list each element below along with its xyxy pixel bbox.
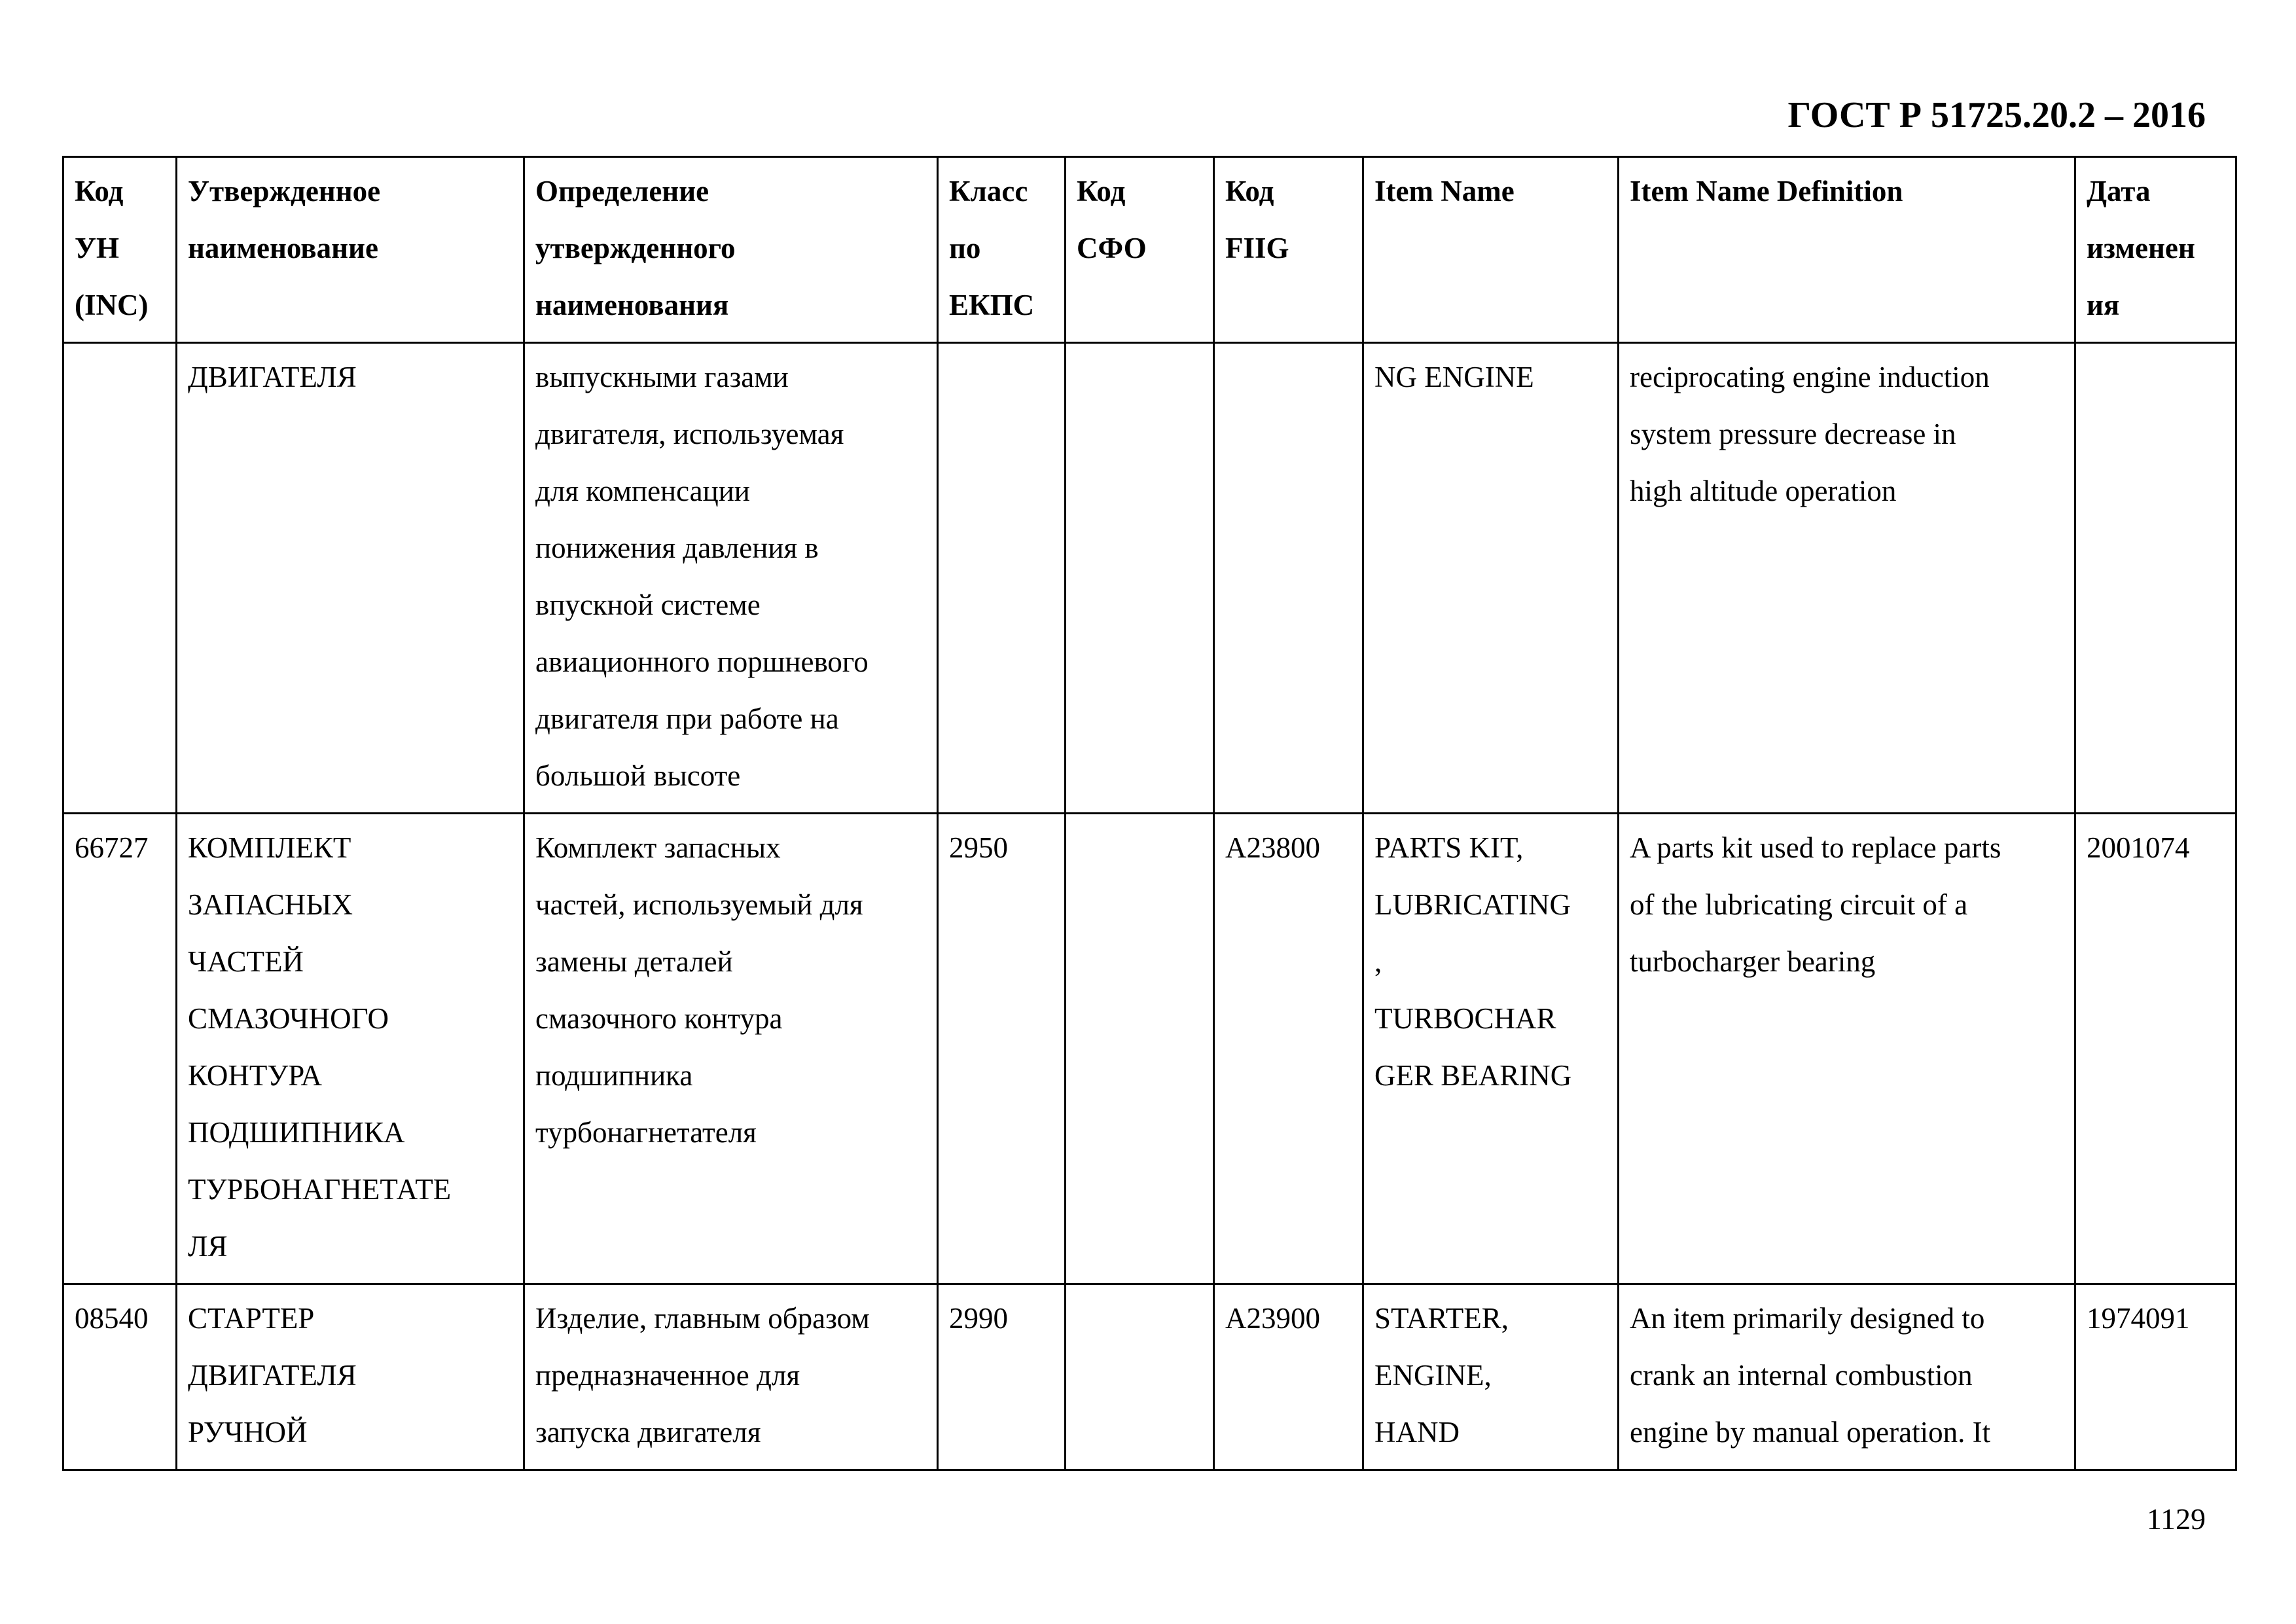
cell-inc	[63, 343, 177, 814]
cell-sfo-code	[1066, 814, 1214, 1284]
cell-item-name: STARTER, ENGINE, HAND	[1363, 1284, 1619, 1470]
cell-approved-name: ДВИГАТЕЛЯ	[177, 343, 524, 814]
cell-ekps-class	[938, 343, 1066, 814]
cell-change-date: 2001074	[2075, 814, 2236, 1284]
column-header-inc: Код УН (INC)	[63, 157, 177, 343]
catalog-table	[62, 156, 2237, 1471]
cell-sfo-code	[1066, 343, 1214, 814]
column-header-item-name-definition: Item Name Definition	[1619, 157, 2075, 343]
column-header-definition: Определение утвержденного наименования	[524, 157, 938, 343]
table-row	[63, 1284, 2236, 1470]
column-header-ekps-class: Класс по ЕКПС	[938, 157, 1066, 343]
cell-item-name-definition: reciprocating engine induction system pressure decrease in high altitude operation	[1619, 343, 2075, 814]
cell-inc: 08540	[63, 1284, 177, 1470]
document-standard-header: ГОСТ Р 51725.20.2 – 2016	[1787, 95, 2206, 135]
cell-item-name: PARTS KIT, LUBRICATING , TURBOCHAR GER BEARING	[1363, 814, 1619, 1284]
column-header-change-date: Дата изменен ия	[2075, 157, 2236, 343]
cell-item-name-definition: A parts kit used to replace parts of the lubricating circuit of a turbocharger bearing	[1619, 814, 2075, 1284]
cell-item-name-definition: An item primarily designed to crank an internal combustion engine by manual operation. It	[1619, 1284, 2075, 1470]
cell-definition: выпускными газами двигателя, используемая для компенсации понижения давления в впускной системе авиационного поршневого двигателя при работе на большой высоте	[524, 343, 938, 814]
cell-ekps-class: 2990	[938, 1284, 1066, 1470]
table-row	[63, 343, 2236, 814]
column-header-sfo-code: Код СФО	[1066, 157, 1214, 343]
cell-inc: 66727	[63, 814, 177, 1284]
cell-definition: Изделие, главным образом предназначенное для запуска двигателя	[524, 1284, 938, 1470]
cell-fiig-code: A23900	[1214, 1284, 1363, 1470]
cell-fiig-code	[1214, 343, 1363, 814]
cell-item-name: NG ENGINE	[1363, 343, 1619, 814]
cell-approved-name: СТАРТЕР ДВИГАТЕЛЯ РУЧНОЙ	[177, 1284, 524, 1470]
cell-definition: Комплект запасных частей, используемый для замены деталей смазочного контура подшипника турбонагнетателя	[524, 814, 938, 1284]
cell-change-date: 1974091	[2075, 1284, 2236, 1470]
column-header-item-name: Item Name	[1363, 157, 1619, 343]
table-row	[63, 814, 2236, 1284]
cell-sfo-code	[1066, 1284, 1214, 1470]
cell-fiig-code: A23800	[1214, 814, 1363, 1284]
page-number: 1129	[2146, 1502, 2206, 1536]
cell-change-date	[2075, 343, 2236, 814]
cell-approved-name: КОМПЛЕКТ ЗАПАСНЫХ ЧАСТЕЙ СМАЗОЧНОГО КОНТУРА ПОДШИПНИКА ТУРБОНАГНЕТАТЕ ЛЯ	[177, 814, 524, 1284]
cell-ekps-class: 2950	[938, 814, 1066, 1284]
table-header-row	[63, 157, 2236, 343]
column-header-approved-name: Утвержденное наименование	[177, 157, 524, 343]
column-header-fiig-code: Код FIIG	[1214, 157, 1363, 343]
